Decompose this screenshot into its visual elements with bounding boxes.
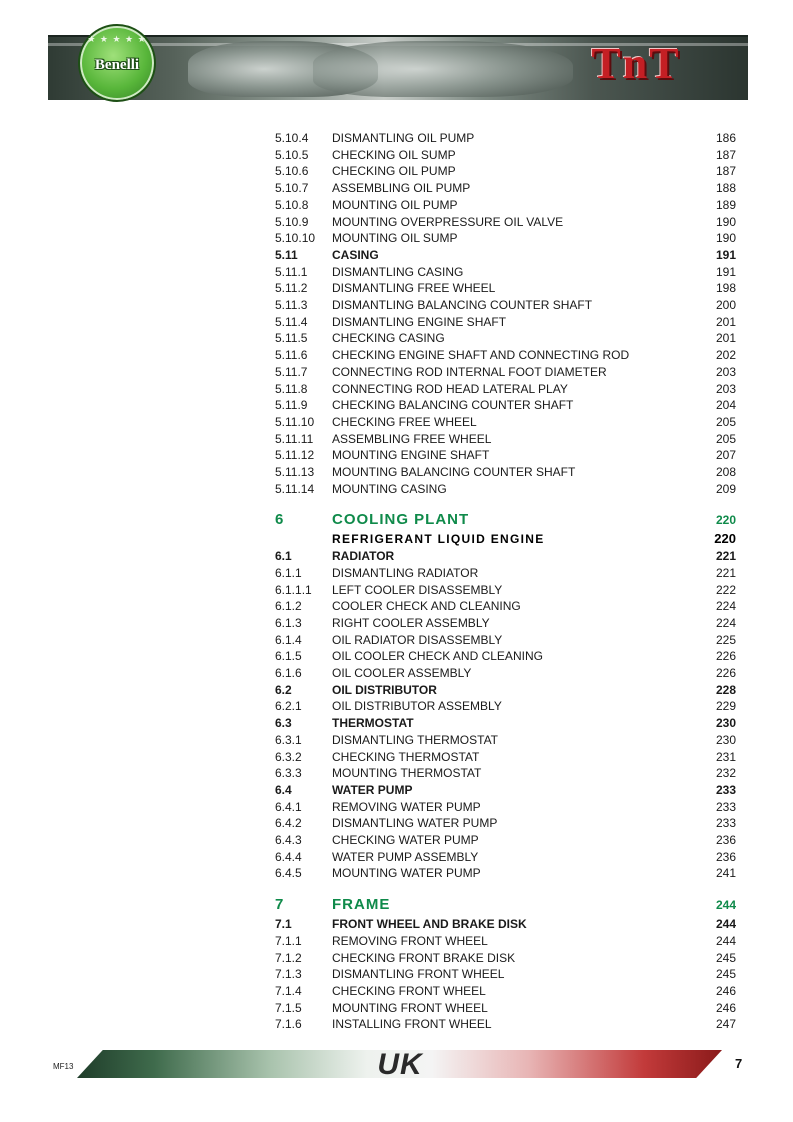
toc-section-title: REMOVING FRONT WHEEL [332, 933, 488, 948]
toc-page-number: 201 [715, 331, 736, 346]
benelli-logo [78, 24, 156, 102]
toc-page-number: 230 [715, 732, 736, 747]
logo-stars: ★ ★ ★ ★ ★ [87, 34, 147, 44]
toc-entry[interactable] [275, 950, 736, 966]
toc-section-number: 5.11 [275, 247, 298, 262]
toc-page-number: 236 [715, 849, 736, 864]
toc-section-number: 5.11.11 [275, 431, 314, 446]
toc-entry[interactable] [275, 464, 736, 480]
toc-page-number: 208 [715, 465, 736, 479]
toc-entry[interactable] [275, 865, 736, 881]
toc-section-number: 5.11.7 [275, 364, 308, 379]
toc-entry[interactable] [275, 163, 736, 179]
toc-section-number: 5.11.4 [275, 314, 308, 329]
toc-chapter[interactable] [275, 510, 736, 530]
toc-section-title: DISMANTLING WATER PUMP [332, 816, 498, 831]
toc-section-number: 6 [275, 511, 285, 529]
toc-page-number: 191 [715, 264, 736, 279]
toc-entry[interactable] [275, 933, 736, 949]
toc-page-number: 247 [715, 1017, 736, 1032]
toc-entry[interactable] [275, 749, 736, 765]
toc-section-number: 6.1 [275, 549, 292, 564]
toc-section-number: 6.4.4 [275, 849, 302, 864]
toc-section-title: CHECKING BALANCING COUNTER SHAFT [332, 398, 574, 413]
toc-entry[interactable] [275, 548, 736, 564]
footer-language: UK [377, 1048, 423, 1081]
page-number: 7 [735, 1056, 743, 1071]
toc-entry[interactable] [275, 966, 736, 982]
toc-page-number: 221 [715, 565, 736, 580]
toc-entry[interactable] [275, 447, 736, 463]
toc-entry[interactable] [275, 197, 736, 213]
toc-section-title: MOUNTING THERMOSTAT [332, 766, 482, 781]
toc-entry[interactable] [275, 147, 736, 163]
toc-page-number: 187 [715, 147, 736, 162]
toc-entry[interactable] [275, 330, 736, 346]
toc-section-number: 5.11.9 [275, 398, 308, 413]
toc-entry[interactable] [275, 381, 736, 397]
toc-section-title: CHECKING FREE WHEEL [332, 414, 477, 429]
toc-section-number: 6.3 [275, 716, 292, 731]
toc-page-number: 201 [715, 314, 736, 329]
toc-section-title: REMOVING WATER PUMP [332, 799, 481, 814]
toc-entry[interactable] [275, 264, 736, 280]
toc-page-number: 189 [715, 197, 736, 212]
logo-brand: Benelli [94, 56, 140, 73]
toc-section-number: 6.1.1.1 [275, 582, 312, 597]
toc-section-number: 6.4.3 [275, 833, 302, 847]
toc-page-number: 230 [715, 716, 736, 731]
toc-section-number: 5.11.10 [275, 414, 315, 429]
toc-entry[interactable] [275, 414, 736, 430]
toc-page-number: 220 [715, 513, 736, 528]
toc-section-number: 7.1.5 [275, 1000, 302, 1015]
toc-page-number: 190 [715, 231, 736, 246]
toc-page-number: 245 [715, 967, 736, 982]
toc-page-number: 226 [715, 666, 736, 680]
toc-entry[interactable] [275, 598, 736, 614]
toc-page-number: 244 [715, 898, 736, 913]
toc-section-title: OIL DISTRIBUTOR [332, 682, 437, 697]
toc-section-number: 6.2.1 [275, 699, 302, 714]
toc-entry[interactable] [275, 247, 736, 263]
toc-entry[interactable] [275, 230, 736, 246]
toc-entry[interactable] [275, 364, 736, 380]
toc-entry[interactable] [275, 832, 736, 848]
toc-section-number: 7.1.1 [275, 933, 302, 948]
toc-section-number: 6.1.1 [275, 565, 302, 580]
toc-entry[interactable] [275, 782, 736, 798]
toc-page-number: 236 [715, 833, 736, 847]
toc-section-title: DISMANTLING FRONT WHEEL [332, 967, 505, 982]
toc-page-number: 186 [715, 131, 736, 145]
toc-section-number: 6.1.3 [275, 615, 302, 630]
toc-section-title: FRAME [332, 896, 391, 914]
toc-page-number: 245 [715, 950, 736, 965]
toc-entry[interactable] [275, 582, 736, 598]
toc-section-number: 7.1.3 [275, 967, 302, 982]
toc-entry[interactable] [275, 397, 736, 413]
toc-section-number: 7.1.2 [275, 950, 302, 965]
toc-section-title: INSTALLING FRONT WHEEL [332, 1017, 492, 1032]
toc-section-title: ASSEMBLING FREE WHEEL [332, 431, 492, 446]
toc-section-title: MOUNTING OVERPRESSURE OIL VALVE [332, 214, 564, 229]
toc-section-title: MOUNTING ENGINE SHAFT [332, 448, 490, 463]
toc-section-number: 5.11.6 [275, 348, 308, 363]
toc-section-title: REFRIGERANT LIQUID ENGINE [332, 532, 545, 547]
toc-page-number: 229 [715, 699, 736, 714]
toc-section-title: DISMANTLING FREE WHEEL [332, 281, 496, 296]
toc-section-title: COOLING PLANT [332, 511, 470, 529]
toc-page-number: 204 [715, 398, 736, 413]
toc-section-title: CHECKING CASING [332, 331, 445, 346]
toc-page-number: 233 [715, 799, 736, 814]
model-logo: TnT [591, 39, 681, 88]
toc-section-number: 7.1.6 [275, 1017, 302, 1032]
toc-section-number: 6.1.5 [275, 649, 302, 664]
toc-page-number: 226 [715, 649, 736, 664]
toc-section-title: CHECKING OIL PUMP [332, 164, 456, 179]
toc-section-title: FRONT WHEEL AND BRAKE DISK [332, 917, 527, 932]
toc-entry[interactable] [275, 732, 736, 748]
toc-entry[interactable] [275, 297, 736, 313]
toc-page-number: 190 [715, 214, 736, 229]
toc-page-number: 224 [715, 599, 736, 614]
toc-section-number: 6.3.2 [275, 749, 302, 764]
toc-section-title: DISMANTLING BALANCING COUNTER SHAFT [332, 298, 593, 312]
toc-page-number: 191 [715, 247, 736, 262]
toc-section-number: 5.10.8 [275, 197, 309, 212]
toc-section-number: 6.2 [275, 682, 292, 697]
toc-page-number: 233 [715, 782, 736, 797]
toc-entry[interactable] [275, 815, 736, 831]
toc-entry[interactable] [275, 1016, 736, 1032]
toc-section-number: 7 [275, 896, 285, 914]
toc-section-number: 5.10.6 [275, 164, 309, 179]
toc-section-number: 6.4.5 [275, 866, 302, 881]
toc-section-number: 5.11.3 [275, 298, 308, 312]
toc-page-number: 187 [715, 164, 736, 179]
toc-section-title: OIL RADIATOR DISASSEMBLY [332, 632, 503, 647]
toc-section-title: ASSEMBLING OIL PUMP [332, 181, 471, 196]
toc-section-title: CONNECTING ROD INTERNAL FOOT DIAMETER [332, 364, 607, 379]
footer-code: MF13 [53, 1062, 74, 1071]
toc-section-title: CONNECTING ROD HEAD LATERAL PLAY [332, 381, 568, 396]
toc-page-number: 228 [715, 682, 736, 697]
toc-section-title: DISMANTLING RADIATOR [332, 565, 479, 580]
toc-page-number: 203 [715, 381, 736, 396]
toc-page-number: 241 [715, 866, 736, 881]
toc-page-number: 205 [715, 414, 736, 429]
toc-section-title: DISMANTLING CASING [332, 264, 464, 279]
toc-section-number: 5.11.14 [275, 481, 315, 496]
toc-entry[interactable] [275, 698, 736, 714]
toc-section-title: CHECKING OIL SUMP [332, 147, 456, 162]
toc-section-title: CHECKING ENGINE SHAFT AND CONNECTING ROD [332, 348, 630, 363]
toc-section-title: MOUNTING FRONT WHEEL [332, 1000, 488, 1015]
toc-section-title: DISMANTLING THERMOSTAT [332, 732, 499, 747]
toc-section-number: 6.4.1 [275, 799, 302, 814]
toc-page-number: 233 [715, 816, 736, 831]
toc-entry[interactable] [275, 347, 736, 363]
toc-entry[interactable] [275, 180, 736, 196]
toc-section-number: 7.1 [275, 917, 292, 932]
toc-page-number: 205 [715, 431, 736, 446]
toc-section-title: THERMOSTAT [332, 716, 414, 731]
toc-section-title: WATER PUMP ASSEMBLY [332, 849, 479, 864]
toc-section-number: 5.11.12 [275, 448, 315, 463]
toc-entry[interactable] [275, 615, 736, 631]
toc-page-number: 246 [715, 983, 736, 998]
toc-page-number: 244 [715, 933, 736, 948]
toc-entry[interactable] [275, 715, 736, 731]
toc-section-number: 5.11.2 [275, 281, 308, 296]
toc-chapter[interactable] [275, 895, 736, 915]
toc-section-title: CHECKING FRONT BRAKE DISK [332, 950, 516, 965]
toc-section-title: CHECKING WATER PUMP [332, 833, 479, 847]
toc-section-number: 6.1.4 [275, 632, 302, 647]
toc-section-title: OIL COOLER ASSEMBLY [332, 666, 472, 680]
toc-page-number: 200 [715, 298, 736, 312]
toc-page-number: 231 [715, 749, 736, 764]
toc-section-title: RADIATOR [332, 549, 395, 564]
toc-entry[interactable] [275, 916, 736, 932]
toc-section-title: RIGHT COOLER ASSEMBLY [332, 615, 490, 630]
toc-section-number: 5.10.9 [275, 214, 309, 229]
toc-page-number: 232 [715, 766, 736, 781]
toc-section-number: 5.10.4 [275, 131, 309, 145]
toc-section-title: LEFT COOLER DISASSEMBLY [332, 582, 503, 597]
toc-entry[interactable] [275, 565, 736, 581]
toc-entry[interactable] [275, 431, 736, 447]
toc-section-number: 6.1.2 [275, 599, 302, 614]
toc-section-number: 5.10.10 [275, 231, 316, 246]
toc-section-number: 5.11.13 [275, 465, 315, 479]
toc-section-title: OIL DISTRIBUTOR ASSEMBLY [332, 699, 502, 714]
toc-section-title: CHECKING FRONT WHEEL [332, 983, 486, 998]
toc-page-number: 244 [715, 917, 736, 932]
toc-page-number: 221 [715, 549, 736, 564]
toc-page-number: 246 [715, 1000, 736, 1015]
toc-section-title: DISMANTLING OIL PUMP [332, 131, 475, 145]
toc-section-title: DISMANTLING ENGINE SHAFT [332, 314, 507, 329]
toc-section-title: MOUNTING OIL SUMP [332, 231, 458, 246]
toc-section-number: 6.4 [275, 782, 292, 797]
toc-section-number: 6.1.6 [275, 666, 302, 680]
toc-entry[interactable] [275, 481, 736, 497]
toc-entry[interactable] [275, 682, 736, 698]
toc-section-number: 5.10.5 [275, 147, 309, 162]
toc-page-number: 220 [714, 531, 736, 547]
toc-entry[interactable] [275, 765, 736, 781]
toc-section-number: 6.3.1 [275, 732, 302, 747]
toc-section-number: 5.10.7 [275, 181, 309, 196]
toc-entry[interactable] [275, 130, 736, 146]
toc-entry[interactable] [275, 314, 736, 330]
toc-entry[interactable] [275, 280, 736, 296]
toc-section-number: 5.11.5 [275, 331, 308, 346]
toc-page-number: 198 [715, 281, 736, 296]
toc-entry[interactable] [275, 799, 736, 815]
toc-section-title: MOUNTING CASING [332, 481, 447, 496]
toc-section-title: MOUNTING BALANCING COUNTER SHAFT [332, 465, 576, 479]
toc-section-title: CASING [332, 247, 379, 262]
toc-page-number: 188 [715, 181, 736, 196]
toc-entry[interactable] [275, 632, 736, 648]
toc-entry[interactable] [275, 1000, 736, 1016]
toc-page-number: 209 [715, 481, 736, 496]
toc-entry[interactable] [275, 214, 736, 230]
toc-page-number: 202 [715, 348, 736, 363]
toc-page-number: 224 [715, 615, 736, 630]
toc-page-number: 203 [715, 364, 736, 379]
toc-entry[interactable] [275, 983, 736, 999]
toc-section-title: WATER PUMP [332, 782, 413, 797]
toc-entry[interactable] [275, 849, 736, 865]
toc-section-title: CHECKING THERMOSTAT [332, 749, 480, 764]
toc-section-number: 5.11.8 [275, 381, 308, 396]
toc-section-title: MOUNTING OIL PUMP [332, 197, 458, 212]
toc-section-number: 6.3.3 [275, 766, 302, 781]
toc-page-number: 207 [715, 448, 736, 463]
toc-section-title: COOLER CHECK AND CLEANING [332, 599, 521, 614]
toc-entry[interactable] [275, 665, 736, 681]
toc-section-number: 7.1.4 [275, 983, 302, 998]
toc-section-title: OIL COOLER CHECK AND CLEANING [332, 649, 543, 664]
toc-entry[interactable] [275, 531, 736, 547]
toc-section-number: 5.11.1 [275, 264, 308, 279]
toc-page-number: 222 [715, 582, 736, 597]
toc-section-number: 6.4.2 [275, 816, 302, 831]
toc-page-number: 225 [715, 632, 736, 647]
toc-section-title: MOUNTING WATER PUMP [332, 866, 481, 881]
toc-entry[interactable] [275, 648, 736, 664]
